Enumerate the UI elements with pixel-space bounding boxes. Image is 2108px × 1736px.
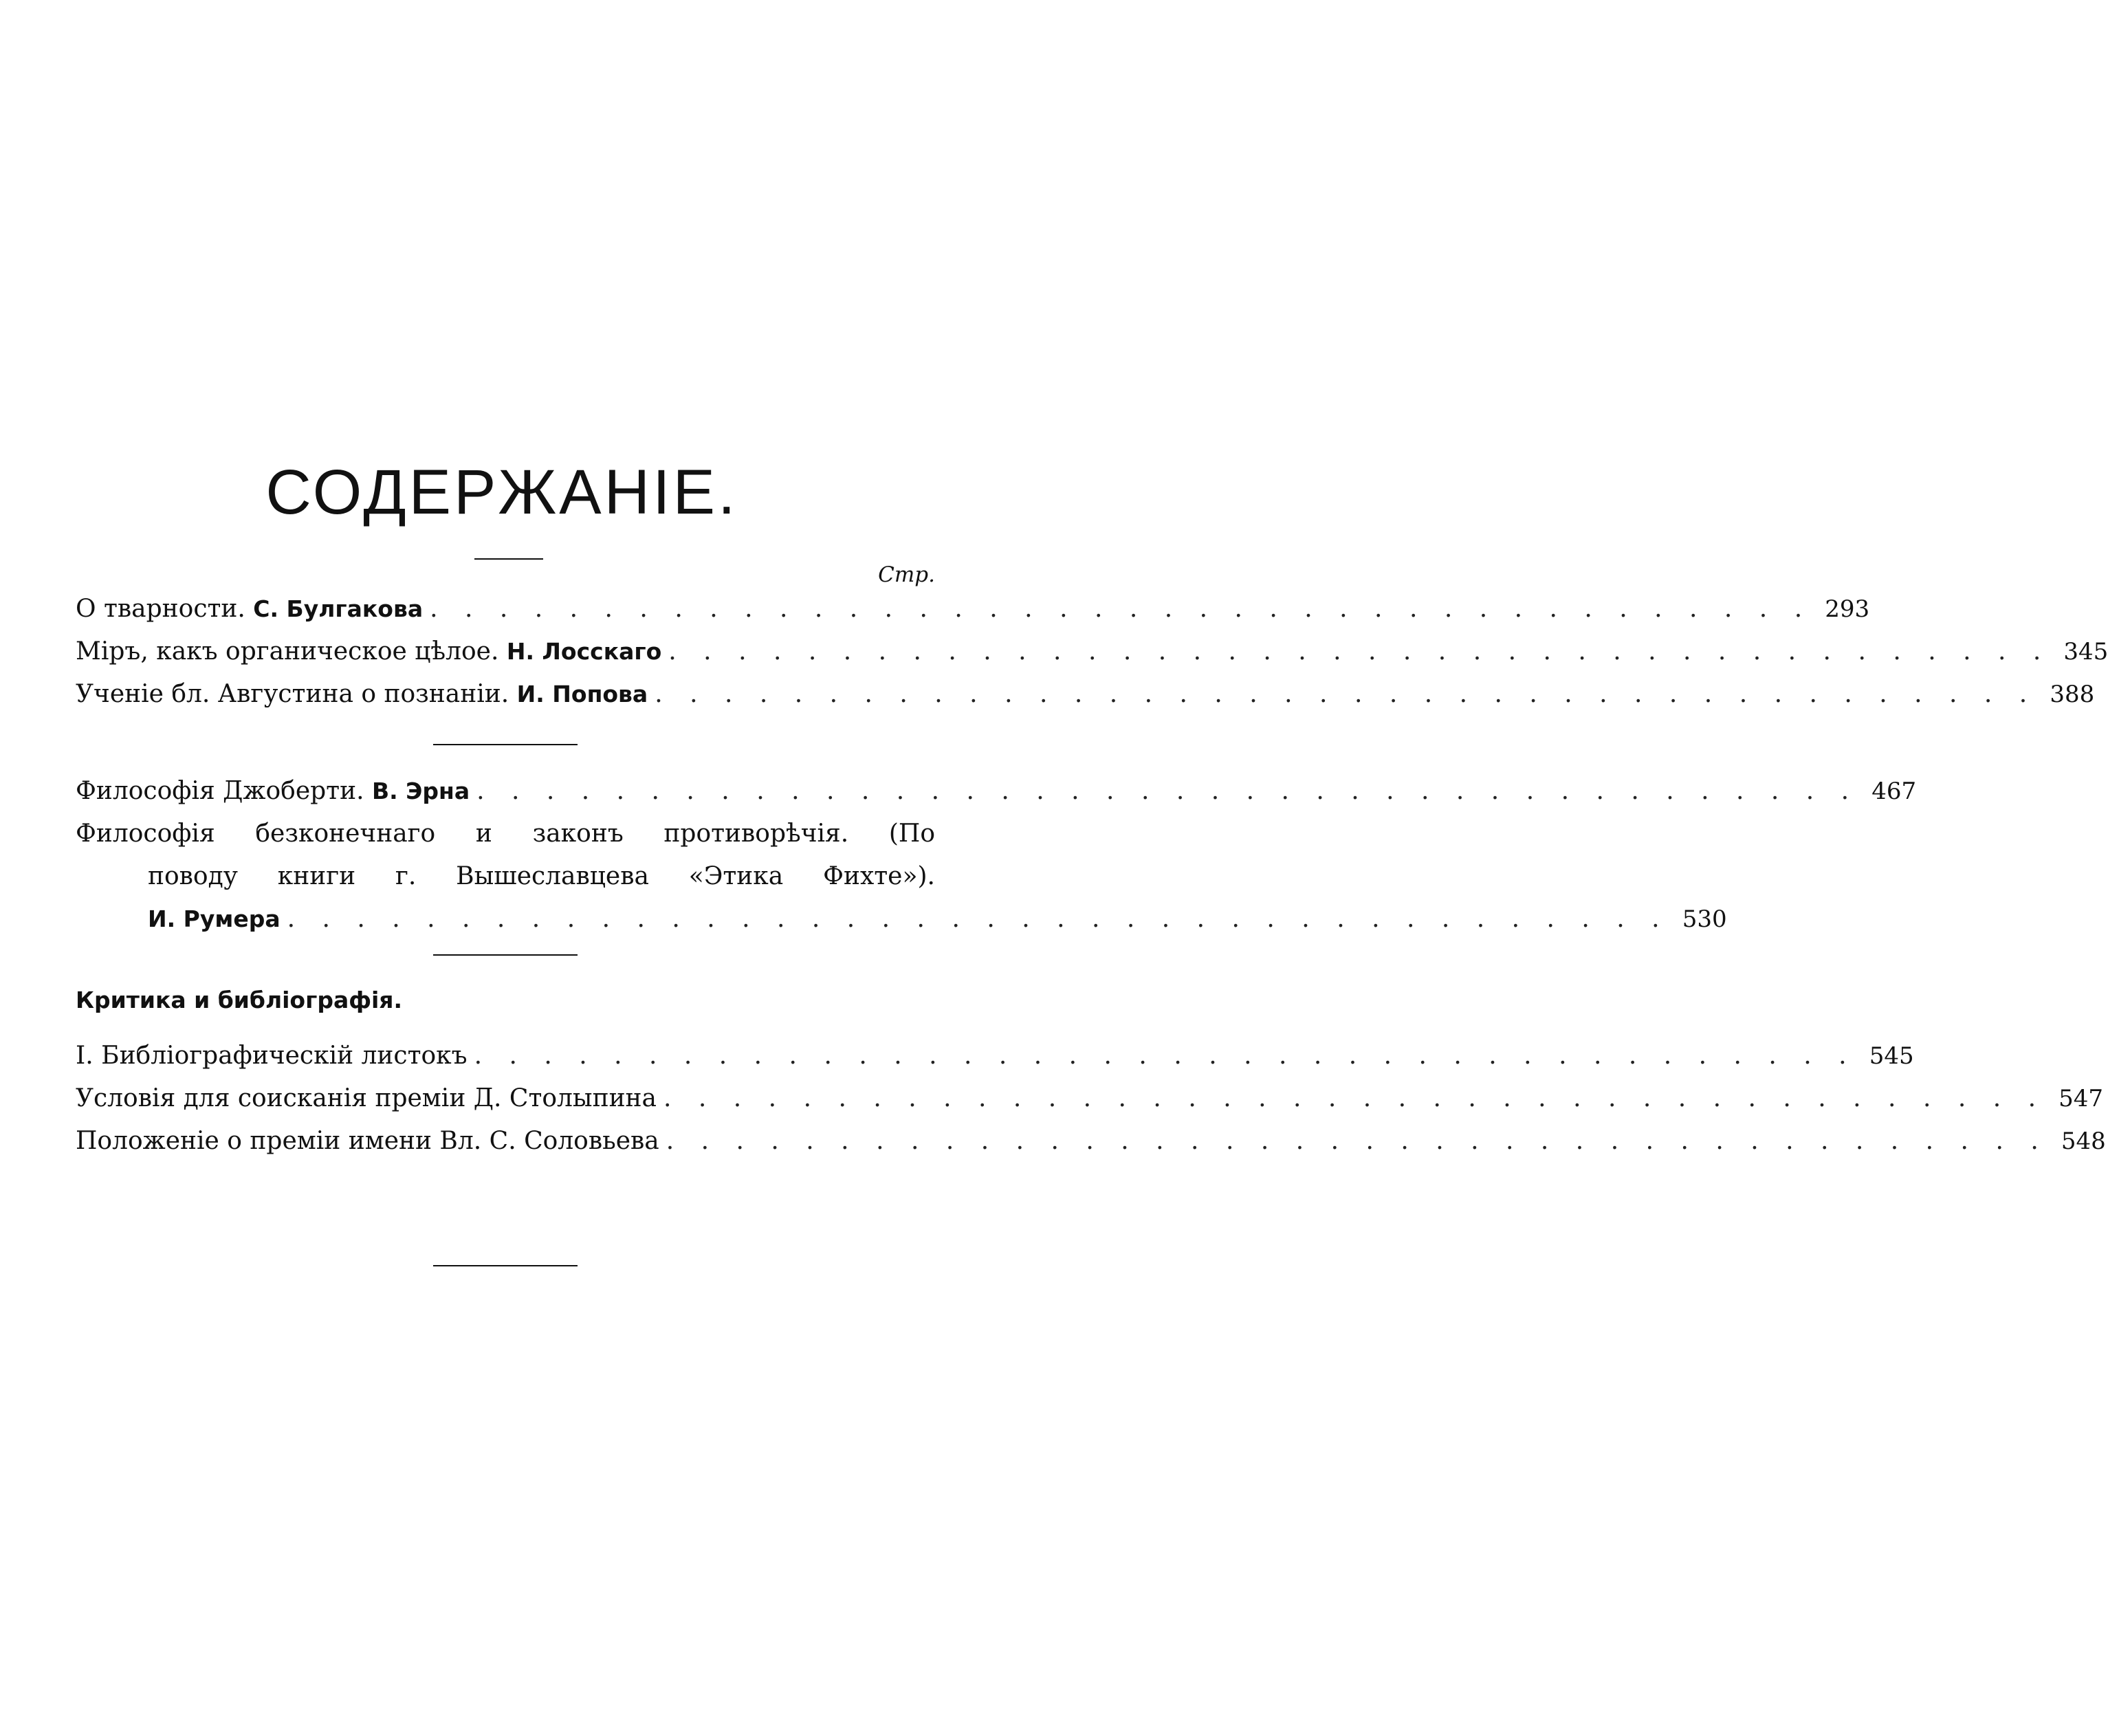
dot-leader: . . . . . . . . . . . . . . . . . . . . . . . . . . . . . . . . . . . . . . . .	[668, 637, 2051, 666]
dot-leader: . . . . . . . . . . . . . . . . . . . . . . . . . . . . . . . . . . . . . . . .	[430, 595, 1812, 623]
entry-page-number: 530	[1682, 905, 1727, 933]
entry-author: С. Булгакова	[253, 595, 424, 622]
section-heading: Критика и библіографія.	[76, 987, 403, 1013]
toc-entry[interactable]	[76, 1120, 2106, 1163]
toc-group-essays	[76, 770, 1917, 941]
dot-leader: . . . . . . . . . . . . . . . . . . . . . . . . . . . . . . . . . . . . . . . .	[476, 777, 1859, 805]
end-divider	[433, 1265, 578, 1266]
entry-author: И. Попова	[516, 681, 648, 707]
entry-author: В. Эрна	[372, 778, 470, 804]
page-title: СОДЕРЖАНІЕ.	[265, 457, 738, 527]
entry-title: О тварности.	[76, 595, 245, 623]
dot-leader: . . . . . . . . . . . . . . . . . . . . . . . . . . . . . . . . . . . . . . . .	[666, 1127, 2048, 1155]
toc-entry[interactable]	[76, 588, 1870, 630]
section-divider	[433, 744, 578, 745]
entry-page-number: 388	[2050, 681, 2095, 708]
entry-author: Н. Лосскаго	[506, 638, 662, 665]
entry-title: Положеніе о преміи имени Вл. С. Соловьева	[76, 1127, 659, 1155]
entry-page-number: 547	[2058, 1085, 2104, 1112]
dot-leader: . . . . . . . . . . . . . . . . . . . . . . . . . . . . . . . . . . . . . . . .	[287, 905, 1669, 933]
toc-entry[interactable]	[76, 1035, 1914, 1077]
dot-leader: . . . . . . . . . . . . . . . . . . . . . . . . . . . . . . . . . . . . . . . .	[663, 1084, 2046, 1112]
entry-page-number: 548	[2061, 1128, 2106, 1155]
section-divider	[433, 954, 578, 956]
toc-entry-multiline[interactable]	[76, 813, 935, 898]
toc-entry[interactable]	[76, 673, 2095, 716]
entry-title: Условія для соисканія преміи Д. Столыпина	[76, 1084, 657, 1112]
title-divider	[474, 558, 543, 560]
toc-entry[interactable]	[76, 770, 1917, 813]
entry-title: Ученіе бл. Августина о познаніи.	[76, 680, 509, 708]
entry-title-line-1: Философія безконечнаго и законъ противорѣчія. (По	[76, 820, 935, 848]
entry-title: I. Библіографическій листокъ	[76, 1042, 468, 1070]
toc-group-articles	[76, 588, 2108, 716]
entry-page-number: 345	[2063, 638, 2108, 666]
page-column-label: Стр.	[878, 562, 935, 587]
entry-title: Философія Джоберти.	[76, 777, 364, 805]
dot-leader: . . . . . . . . . . . . . . . . . . . . . . . . . . . . . . . . . . . . . . . .	[655, 680, 2037, 708]
entry-page-number: 293	[1825, 595, 1870, 623]
toc-entry[interactable]	[76, 1077, 2104, 1120]
toc-entry-continuation[interactable]	[76, 898, 1727, 941]
entry-title-line-2: поводу книги г. Вышеславцева «Этика Фихте»).	[148, 862, 935, 890]
toc-group-criticism	[76, 1035, 2106, 1163]
entry-page-number: 545	[1869, 1042, 1914, 1070]
entry-author: И. Румера	[148, 905, 281, 932]
toc-entry[interactable]	[76, 630, 2108, 673]
dot-leader: . . . . . . . . . . . . . . . . . . . . . . . . . . . . . . . . . . . . . . . .	[474, 1042, 1856, 1070]
entry-page-number: 467	[1871, 778, 1917, 805]
entry-title: Міръ, какъ органическое цѣлое.	[76, 637, 499, 666]
